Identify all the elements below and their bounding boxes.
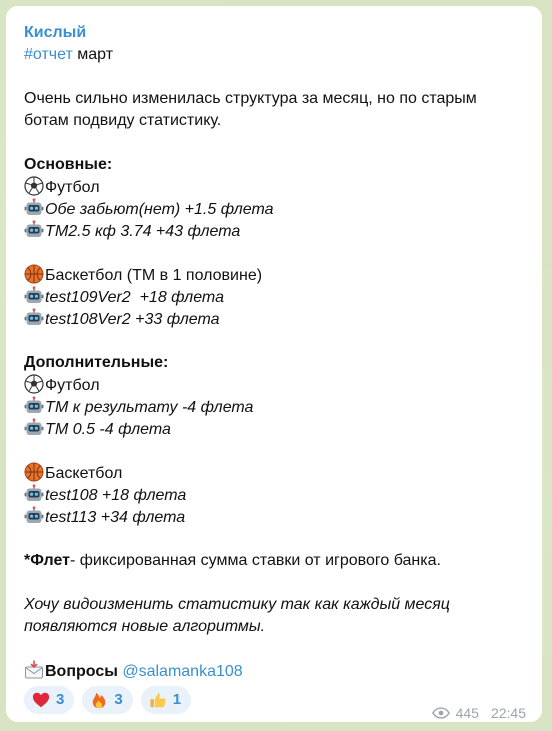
main-basketball-item — [24, 286, 524, 308]
extra-football-item-text: ТМ к результату -4 флета — [45, 399, 254, 416]
reaction-thumbs-up[interactable] — [141, 686, 191, 714]
main-basketball-line — [24, 264, 524, 286]
robot-icon — [24, 396, 44, 416]
extra-basketball-item-text: test108 +18 флета — [45, 487, 187, 504]
extra-football-line — [24, 374, 524, 396]
robot-icon — [24, 198, 44, 218]
intro-line-2: ботам подвиду статистику. — [24, 112, 222, 129]
thumbs-up-icon — [149, 691, 167, 709]
message-bubble[interactable] — [6, 6, 542, 722]
incoming-envelope-icon — [24, 660, 44, 680]
intro-line-1: Очень сильно изменилась структура за месяц, но по старым — [24, 90, 477, 107]
sender-name[interactable]: Кислый — [24, 24, 87, 41]
eye-icon — [432, 707, 450, 719]
outro-line-2: появляются новые алгоритмы. — [24, 618, 266, 635]
main-football-item — [24, 220, 524, 242]
flet-def: - фиксированная сумма ставки от игрового банка. — [69, 552, 441, 569]
robot-icon — [24, 484, 44, 504]
extra-football-item-text: ТМ 0.5 -4 флета — [45, 421, 171, 438]
extra-basketball-label: Баскетбол — [45, 465, 123, 482]
extra-football-item — [24, 418, 524, 440]
extra-football-item — [24, 396, 524, 418]
hashtag-link[interactable]: #отчет — [24, 46, 73, 63]
mention-link[interactable]: @salamanka108 — [122, 663, 243, 680]
message-meta — [432, 702, 526, 724]
views-count: 445 — [455, 705, 479, 721]
extra-header: Дополнительные: — [24, 354, 169, 371]
extra-basketball-item-text: test113 +34 флета — [45, 509, 186, 526]
reaction-heart[interactable] — [24, 686, 74, 714]
extra-basketball-item — [24, 506, 524, 528]
main-basketball-item-text: test109Ver2 +18 флета — [45, 289, 224, 306]
hashtag-line — [24, 44, 524, 66]
main-football-label: Футбол — [45, 179, 100, 196]
reaction-count: 3 — [114, 691, 123, 708]
reactions-bar — [24, 686, 191, 714]
main-football-item-text: ТМ2.5 кф 3.74 +43 флета — [45, 223, 241, 240]
main-basketball-item-text: test108Ver2 +33 флета — [45, 311, 220, 328]
fire-icon — [90, 691, 108, 709]
robot-icon — [24, 418, 44, 438]
extra-football-label: Футбол — [45, 377, 100, 394]
main-basketball-item — [24, 308, 524, 330]
reaction-count: 1 — [172, 691, 182, 708]
flet-definition — [24, 550, 524, 572]
soccer-ball-icon — [24, 374, 44, 394]
questions-line — [24, 660, 524, 682]
basketball-icon — [24, 462, 44, 482]
soccer-ball-icon — [24, 176, 44, 196]
message-time: 22:45 — [490, 705, 526, 721]
reaction-count: 3 — [56, 691, 65, 708]
robot-icon — [24, 506, 44, 526]
robot-icon — [24, 286, 44, 306]
main-football-item-text: Обе забьют(нет) +1.5 флета — [45, 201, 274, 218]
extra-basketball-line — [24, 462, 524, 484]
main-header: Основные: — [24, 156, 113, 173]
robot-icon — [24, 220, 44, 240]
basketball-icon — [24, 264, 44, 284]
heart-icon — [32, 691, 50, 709]
robot-icon — [24, 308, 44, 328]
flet-term: *Флет — [24, 552, 70, 569]
main-football-line — [24, 176, 524, 198]
questions-label: Вопросы — [45, 663, 118, 680]
outro-line-1: Хочу видоизменить статистику так как каждый месяц — [24, 596, 450, 613]
extra-basketball-item — [24, 484, 524, 506]
hashtag-rest: март — [72, 46, 114, 63]
main-basketball-label: Баскетбол (ТМ в 1 половине) — [45, 267, 263, 284]
main-football-item — [24, 198, 524, 220]
reaction-fire[interactable] — [82, 686, 132, 714]
